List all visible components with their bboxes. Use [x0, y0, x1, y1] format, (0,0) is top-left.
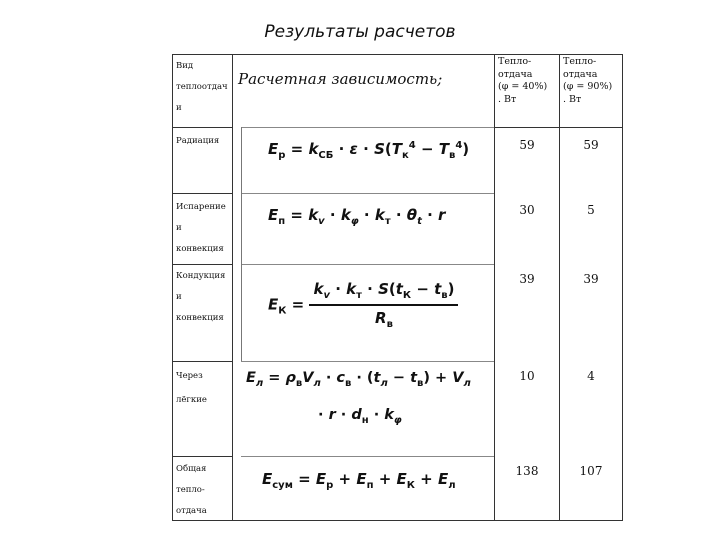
formula-total: $E_{сум} = E_р + E_п + E_К + E_л$: [262, 470, 456, 491]
formula-box-line-5: [241, 456, 494, 457]
header-col-90: [563, 56, 623, 106]
row-label-line: Общая: [176, 464, 207, 474]
table-divider-3: [559, 54, 560, 521]
row-line-1a: [172, 127, 232, 128]
row-line-1b: [494, 127, 623, 128]
table-border-top: [172, 54, 623, 55]
value-radiation-40: 59: [519, 138, 535, 152]
header-col-line: . Вт: [563, 93, 582, 105]
row-label-line: конвекция: [176, 313, 224, 323]
row-line-2: [172, 193, 232, 194]
table-divider-2: [494, 54, 495, 521]
header-col-line: (φ = 40%): [498, 81, 548, 92]
value-total-40: 138: [515, 464, 539, 478]
row-line-4: [172, 361, 232, 362]
table-border-left: [172, 54, 173, 521]
row-label-line: лёгкие: [176, 395, 207, 405]
row-label-line: и: [176, 223, 182, 233]
row-label-lungs: [176, 364, 232, 412]
formula-box-left-3: [241, 264, 242, 361]
row-label-line: тепло-: [176, 485, 205, 495]
table-border-bottom: [172, 520, 623, 521]
header-type-line: Вид: [176, 61, 194, 71]
formula-box-line-4: [241, 361, 494, 362]
header-type: [176, 56, 232, 119]
row-line-3: [172, 264, 232, 265]
formula-box-top: [241, 127, 494, 128]
page-title: Результаты расчетов: [264, 22, 456, 42]
value-lungs-90: 4: [587, 369, 595, 383]
row-label-line: и: [176, 292, 182, 302]
table-divider-1: [232, 54, 233, 521]
row-line-5: [172, 456, 232, 457]
formula-box-left-2: [241, 193, 242, 264]
row-label-conduction: [176, 266, 232, 329]
header-col-line: . Вт: [498, 93, 517, 105]
row-label-line: Испарение: [176, 202, 226, 212]
formula-box-line-2: [241, 193, 494, 194]
header-col-40: [498, 56, 558, 106]
value-radiation-90: 59: [583, 138, 599, 152]
value-lungs-40: 10: [519, 369, 535, 383]
row-label-total: [176, 459, 232, 522]
row-label-line: отдача: [176, 506, 207, 516]
header-col-line: Тепло-: [563, 56, 597, 67]
value-conduction-90: 39: [583, 272, 599, 286]
row-label-evaporation: [176, 197, 232, 260]
row-label-line: Через: [176, 371, 203, 381]
formula-radiation: $E_р = k_{СБ} \cdot \varepsilon \cdot S(T_к^4 - T_в^4)$: [268, 140, 470, 161]
header-type-line: теплоотдач: [176, 82, 228, 92]
row-label-line: конвекция: [176, 244, 224, 254]
header-col-line: (φ = 90%): [563, 81, 613, 92]
value-evaporation-40: 30: [519, 203, 535, 217]
formula-lungs: $E_л = \rho_вV_л \cdot c_в \cdot (t_л - t_в) + V_л$: [246, 370, 471, 389]
formula-evaporation: $E_п = k_v \cdot k_\varphi \cdot k_т \cdot \theta_t \cdot r$: [268, 206, 446, 227]
formula-box-left: [241, 127, 242, 193]
row-label-radiation: [176, 131, 232, 152]
formula-conduction: $E_К$ = $\frac{k_v \cdot k_т \cdot S(t_К - t_в)}{R_в}$: [268, 280, 458, 330]
value-total-90: 107: [579, 464, 603, 478]
header-type-line: и: [176, 103, 182, 113]
table-border-right: [622, 54, 623, 521]
row-label-line: Кондукция: [176, 271, 226, 281]
header-col-line: отдача: [498, 68, 533, 80]
row-label-line: Радиация: [176, 136, 220, 146]
value-conduction-40: 39: [519, 272, 535, 286]
header-col-line: отдача: [563, 68, 598, 80]
formula-lungs-cont: · $r \cdot d_н \cdot k_\varphi$: [318, 407, 402, 426]
header-col-line: Тепло-: [498, 56, 532, 67]
formula-box-line-3: [241, 264, 494, 265]
header-formula: Расчетная зависимость;: [238, 70, 443, 88]
value-evaporation-90: 5: [587, 203, 595, 217]
